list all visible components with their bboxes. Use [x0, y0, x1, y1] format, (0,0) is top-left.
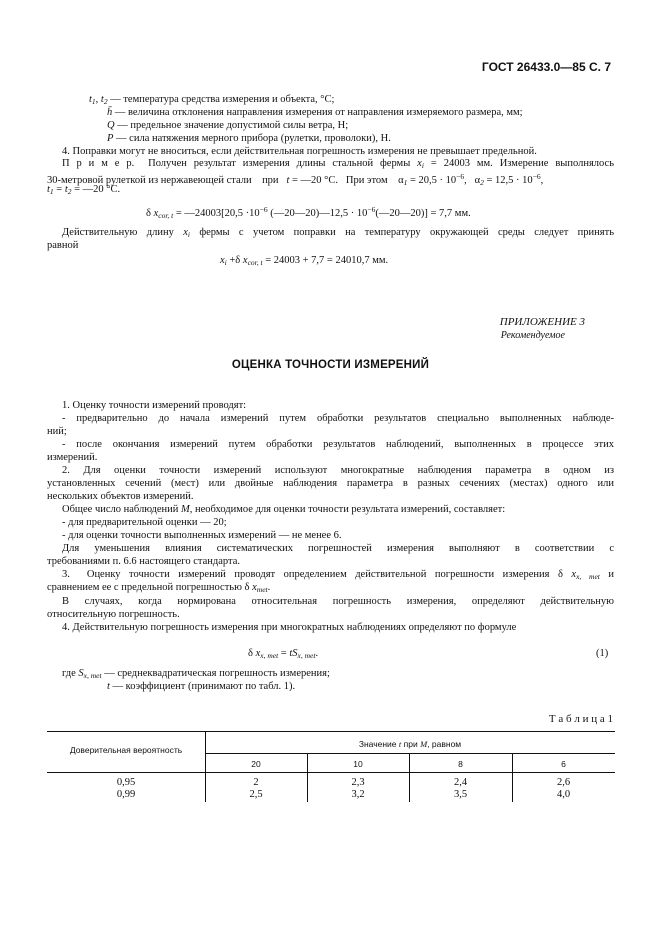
table-1	[47, 731, 615, 802]
table-cell: 2,4	[453, 777, 468, 788]
table-cell: 2,5	[249, 789, 263, 800]
symbol-p: P — сила натяжения мерного прибора (рулетки, проволоки), Н.	[107, 133, 391, 144]
item-3-relative-2: относительную погрешность.	[47, 609, 180, 620]
item-2-line-3: нескольких объектов измерений.	[47, 491, 194, 502]
item-2-count-a: - для предварительной оценки — 20;	[62, 517, 227, 528]
section-title: ОЦЕНКА ТОЧНОСТИ ИЗМЕРЕНИЙ	[231, 359, 430, 371]
table-cell: 2,3	[351, 777, 365, 788]
item-2-count: Общее число наблюдений M, необходимое для оценки точности результата измерений, составляет:	[62, 504, 506, 515]
actual-length-text-2: равной	[47, 240, 79, 251]
actual-length-text-1: Действительную длину $x_i$ фермы с учетом поправки на температуру окружающей среды следует принять	[62, 227, 614, 239]
item-3-line-2: сравнением ее с предельной погрешностью δ $x_{met}$.	[47, 582, 271, 594]
item-1a-line-2: ний;	[47, 426, 67, 437]
item-2-systematic-2: требованиями п. 6.6 настоящего стандарта.	[47, 556, 240, 567]
page-header: ГОСТ 26433.0—85 С. 7	[481, 60, 611, 74]
where-line-1: где $S_{x, met}$ — среднеквадратическая погрешность измерения;	[62, 668, 330, 680]
item-3-line-1: 3. Оценку точности измерений проводят определением действительной погрешности измерения δ $x_{x, met}$ и	[62, 569, 614, 581]
table-cell: 4,0	[556, 789, 571, 800]
table-top-rule	[47, 731, 615, 732]
item-1: 1. Оценку точности измерений проводят:	[62, 400, 247, 411]
item-2-line-2: установленных сечений (мест) или двойные наблюдения параметра в разных сечениях (местах) одного или	[47, 478, 614, 489]
table-col-header: 6	[561, 759, 566, 769]
table-cell: 3,2	[351, 789, 365, 800]
symbol-t1-t2: $t_1$, $t_2$ — температура средства измерения и объекта, °С;	[89, 94, 335, 106]
where-line-2: t — коэффициент (принимают по табл. 1).	[107, 681, 296, 692]
table-group-rule	[205, 753, 615, 754]
table-cell: 2	[253, 777, 259, 788]
paragraph-4-corrections: 4. Поправки могут не вноситься, если действительная погрешность измерения не превышает предельной.	[62, 146, 537, 157]
item-1b-line-1: - после окончания измерений путем обработки результатов наблюдений, выполненных в процессе этих	[62, 439, 614, 450]
item-2-line-1: 2. Для оценки точности измерений используют многократные наблюдения параметра в одном из	[62, 465, 614, 476]
item-1a-line-1: - предварительно до начала измерений путем обработки результатов специально выполненных наблюде-	[62, 413, 614, 424]
table-cell: 2,6	[556, 777, 571, 788]
table-col-header: 10	[353, 759, 363, 769]
example-line-2: 30-метровой рулеткой из нержавеющей стали при t = —20 °С. При этом $\alpha_1 = 20,5 \cdot 10^{-6}$, $\alpha_2 = 12,5 \cdot 10^{-6}$,	[47, 172, 544, 187]
item-1b-line-2: измерений.	[47, 452, 98, 463]
table-col-header: 8	[458, 759, 463, 769]
example-line-1: П р и м е р. Получен результат измерения длины стальной фермы $x_i = 24003$ мм. Измерение выполнялось	[62, 158, 614, 170]
table-cell: 3,5	[453, 789, 468, 800]
item-2-count-b: - для оценки точности выполненных измерений — не менее 6.	[62, 530, 342, 541]
appendix-label: ПРИЛОЖЕНИЕ 3	[499, 316, 585, 328]
table-cell-probability: 0,95	[116, 777, 136, 788]
symbol-q: Q — предельное значение допустимой силы ветра, Н;	[107, 120, 349, 131]
table-header-rule	[47, 772, 615, 773]
table-col-header: 20	[251, 759, 261, 769]
symbol-h: h̄ — величина отклонения направления измерения от направления измеряемого размера, мм;	[107, 107, 523, 118]
item-3-relative-1: В случаях, когда нормирована относительная погрешность измерения, определяют действительную	[62, 596, 614, 607]
example-line-3: $t_1 = t_2$ = —20 °С.	[47, 184, 121, 196]
item-4: 4. Действительную погрешность измерения при многократных наблюдениях определяют по формуле	[62, 622, 517, 633]
table-cell-probability: 0,99	[116, 789, 136, 800]
item-2-systematic-1: Для уменьшения влияния систематических погрешностей измерения выполняют в соответствии с	[62, 543, 614, 554]
table-group-header: Значение t при M, равном	[358, 739, 462, 749]
formula-correction: δ $x_{cor, t}$ = —24003[20,5 $\cdot 10^{-6}$ (—20—20)—12,5 · $10^{-6}(—20—20)] = 7,7$ мм.	[146, 205, 471, 220]
formula-result: $x_i +\delta$ $x_{cor, t} = 24003 + 7,7 = 24010,7$ мм.	[220, 255, 389, 267]
formula-1-number: (1)	[596, 648, 609, 659]
appendix-status: Рекомендуемое	[500, 330, 565, 341]
table-col0-header: Доверительная вероятность	[69, 745, 183, 755]
table-caption: Т а б л и ц а 1	[548, 713, 613, 725]
formula-1: δ $x_{x, met} = tS_{x, met}$.	[248, 648, 319, 660]
